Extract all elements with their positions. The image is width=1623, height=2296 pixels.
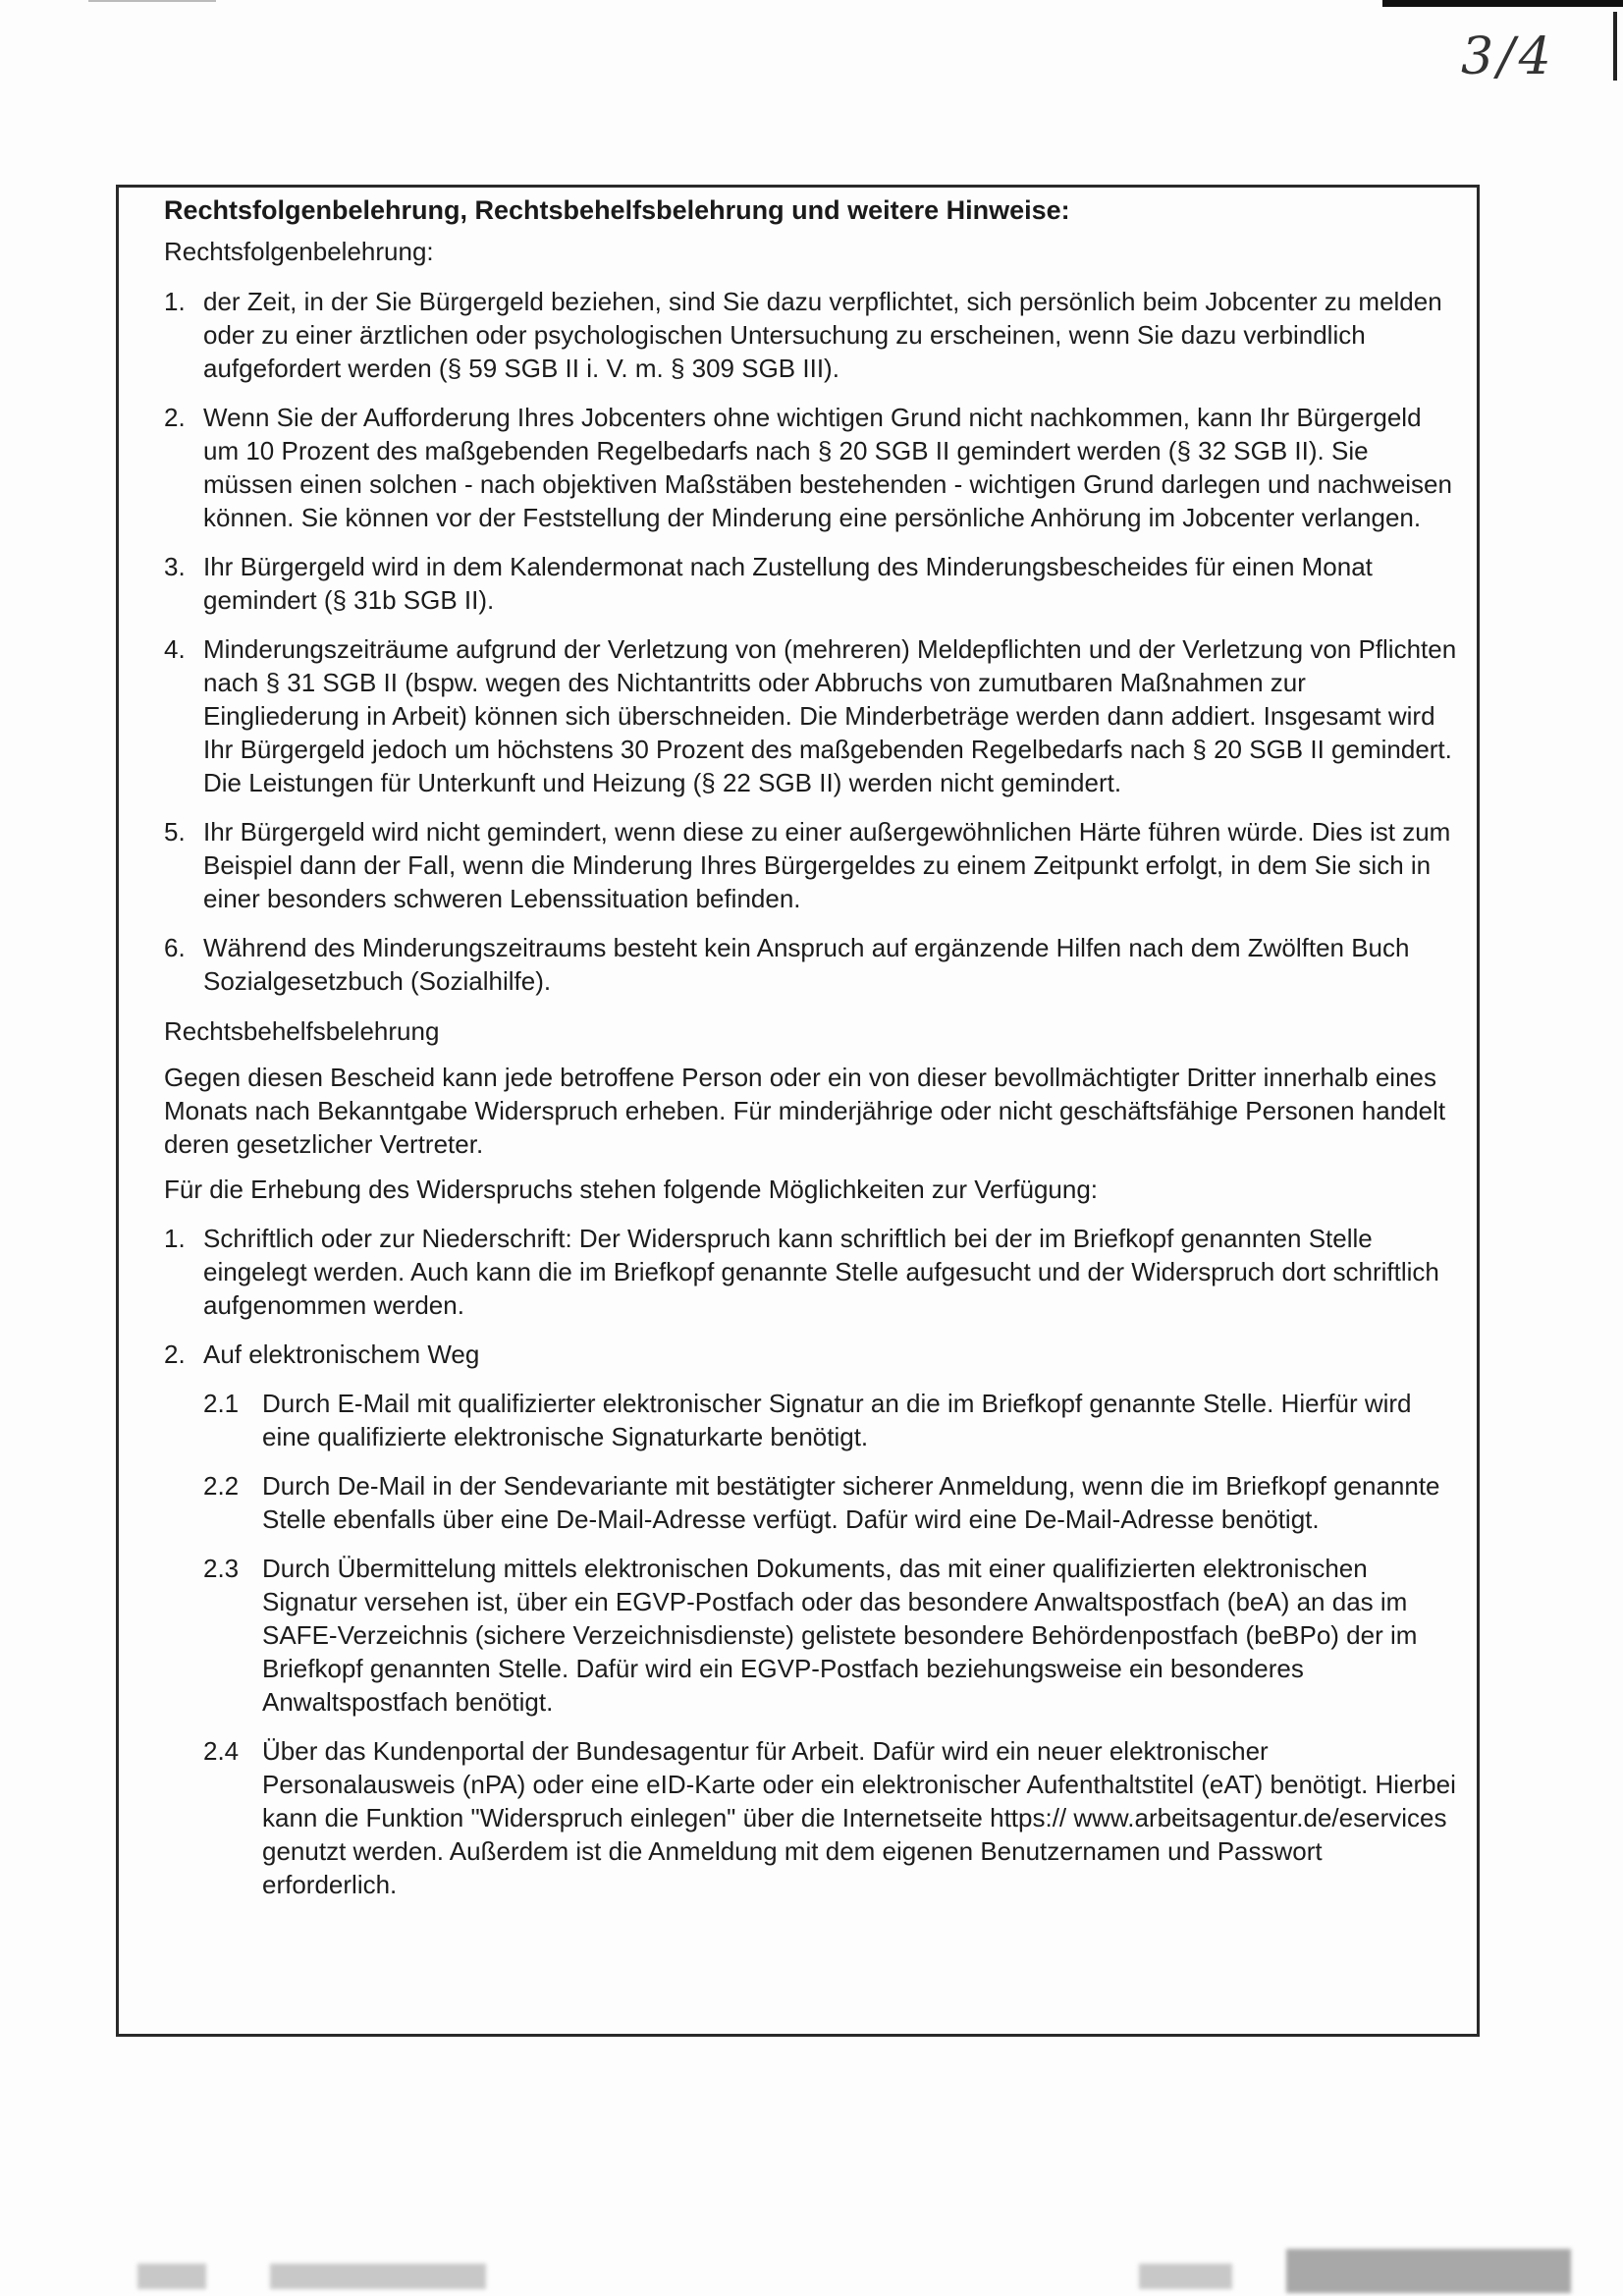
sub-list-item: 2.4 Über das Kundenportal der Bundesagentur für Arbeit. Dafür wird ein neuer elektronischer Personalausweis (nPA) oder eine eID-Karte oder ein elektronischer Aufenthaltstitel (eAT) benötigt. Hierbei kann die Funktion "Widerspruch einlegen" über die Internetseite https:// www.arbeitsagentur.de/eservices genutzt werden. Außerdem ist die Anmeldung mit dem eigenen Benutzernamen und Passwort erforderlich. <box>203 1736 1456 1899</box>
list-item: 4. Minderungszeiträume aufgrund der Verletzung von (mehreren) Meldepflichten und der Verletzung von Pflichten nach § 31 SGB II (bspw. wegen des Nichtantritts oder Abbruchs von zumutbaren Maßnahmen zur Eingliederung in Arbeit) können sich überschneiden. Die Minderbeträge werden dann addiert. Insgesamt wird Ihr Bürgergeld jedoch um höchstens 30 Prozent des maßgebenden Regelbedarfs nach § 20 SGB II gemindert. Die Leistungen für Unterkunft und Heizung (§ 22 SGB II) werden nicht gemindert. <box>164 634 1457 797</box>
redacted-footer-3 <box>1139 2264 1232 2289</box>
section-heading-rechtsfolgen: Rechtsfolgenbelehrung: <box>164 237 434 266</box>
list-item: 1. der Zeit, in der Sie Bürgergeld beziehen, sind Sie dazu verpflichtet, sich persönlich beim Jobcenter zu melden oder zu einer ärztlichen oder psychologischen Untersuchung zu erscheinen, wenn Sie dazu verbindlich aufgefordert werden (§ 59 SGB II i. V. m. § 309 SGB III). <box>164 287 1442 383</box>
sub-list-item: 2.3 Durch Übermittelung mittels elektronischen Dokuments, das mit einer qualifizierten elektronischen Signatur versehen ist, über ein EGVP-Postfach oder das besondere Anwaltspostfach (beA) an das im SAFE-Verzeichnis (sichere Verzeichnisdienste) gelistete besondere Behördenpostfach (beBPo) der im Briefkopf genannten Stelle. Dafür wird ein EGVP-Postfach beziehungsweise ein besonderes Anwaltspostfach benötigt. <box>203 1554 1418 1717</box>
rechtsfolgen-list <box>164 285 1457 998</box>
sub-list-item: 2.1 Durch E-Mail mit qualifizierter elektronischer Signatur an die im Briefkopf genannte Stelle. Hierfür wird eine qualifizierte elektronische Signaturkarte benötigt. <box>203 1389 1412 1451</box>
handwritten-page-number: 3/4 <box>1461 27 1555 86</box>
sub-list-item: 2.2 Durch De-Mail in der Sendevariante mit bestätigter sicherer Anmeldung, wenn die im Briefkopf genannte Stelle ebenfalls über eine De-Mail-Adresse verfügt. Dafür wird eine De-Mail-Adresse benötigt. <box>203 1471 1440 1534</box>
redacted-footer-2 <box>270 2264 486 2289</box>
list-item: 2. Auf elektronischem Weg <box>164 1339 480 1369</box>
scan-artifact-top-left <box>88 0 216 2</box>
list-item: 5. Ihr Bürgergeld wird nicht gemindert, wenn diese zu einer außergewöhnlichen Härte führen würde. Dies ist zum Beispiel dann der Fall, wenn die Minderung Ihres Bürgergeldes zu einem Zeitpunkt erfolgt, in dem Sie sich in einer besonders schweren Lebenssituation befinden. <box>164 817 1451 913</box>
redacted-footer-barcode <box>1286 2249 1571 2293</box>
options-intro: Für die Erhebung des Widerspruchs stehen folgende Möglichkeiten zur Verfügung: <box>164 1175 1099 1204</box>
redacted-footer-1 <box>137 2264 206 2289</box>
scan-artifact-top-right <box>1382 0 1623 7</box>
section-heading-rechtsbehelf: Rechtsbehelfsbelehrung <box>164 1016 440 1046</box>
rechtsbehelf-paragraph: Gegen diesen Bescheid kann jede betroffene Person oder ein von dieser bevollmächtigter Dritter innerhalb eines Monats nach Bekanntgabe Widerspruch erheben. Für minderjährige oder nicht geschäftsfähige Personen handelt deren gesetzlicher Vertreter. <box>164 1063 1446 1159</box>
legal-notice-box <box>116 185 1480 2037</box>
document-title: Rechtsfolgenbelehrung, Rechtsbehelfsbelehrung und weitere Hinweise: <box>164 195 1070 225</box>
widerspruch-options-list <box>164 1222 1457 1371</box>
list-item: 6. Während des Minderungszeitraums besteht kein Anspruch auf ergänzende Hilfen nach dem Zwölften Buch Sozialgesetzbuch (Sozialhilfe). <box>164 933 1410 996</box>
electronic-options-sublist <box>164 1387 1457 1901</box>
scan-artifact-right-edge <box>1613 12 1617 81</box>
list-item: 2. Wenn Sie der Aufforderung Ihres Jobcenters ohne wichtigen Grund nicht nachkommen, kann Ihr Bürgergeld um 10 Prozent des maßgebenden Regelbedarfs nach § 20 SGB II gemindert werden (§ 32 SGB II). Sie müssen einen solchen - nach objektiven Maßstäben bestehenden - wichtigen Grund darlegen und nachweisen können. Sie können vor der Feststellung der Minderung eine persönliche Anhörung im Jobcenter verlangen. <box>164 403 1452 532</box>
list-item: 1. Schriftlich oder zur Niederschrift: Der Widerspruch kann schriftlich bei der im Briefkopf genannten Stelle eingelegt werden. Auch kann die im Briefkopf genannte Stelle aufgesucht und der Widerspruch dort schriftlich aufgenommen werden. <box>164 1224 1439 1320</box>
list-item: 3. Ihr Bürgergeld wird in dem Kalendermonat nach Zustellung des Minderungsbescheides für einen Monat gemindert (§ 31b SGB II). <box>164 552 1373 615</box>
